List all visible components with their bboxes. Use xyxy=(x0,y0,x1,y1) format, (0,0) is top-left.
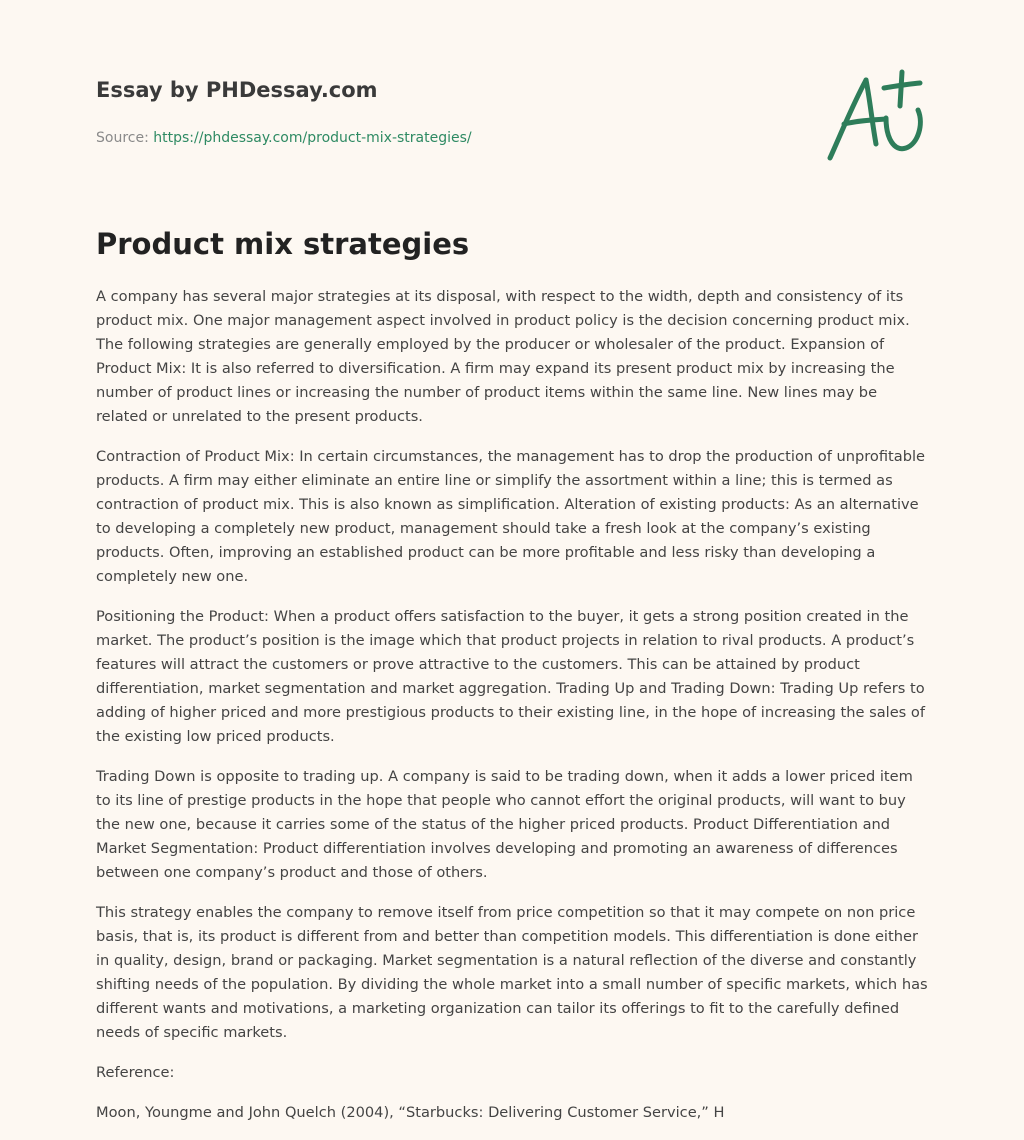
source-line xyxy=(96,129,796,147)
reference-entry: Moon, Youngme and John Quelch (2004), “Starbucks: Delivering Customer Service,” H xyxy=(96,1104,725,1121)
site-brand: Essay by PHDessay.com xyxy=(96,78,378,102)
paragraph: Contraction of Product Mix: In certain circumstances, the management has to drop the production of unprofitable products. A firm may either eliminate an entire line or simplify the assortment within a line; this is termed as contraction of product mix. This is also known as simplification. Alteration of existing products: As an alternative to developing a completely new product, management should take a fresh look at the company’s existing products. Often, improving an established product can be more profitable and less risky than developing a completely new one. xyxy=(96,448,925,585)
paragraph: Positioning the Product: When a product offers satisfaction to the buyer, it gets a strong position created in the market. The product’s position is the image which that product projects in relation to rival products. A product’s features will attract the customers or prove attractive to the customers. This can be attained by product differentiation, market segmentation and market aggregation. Trading Up and Trading Down: Trading Up refers to adding of higher priced and more prestigious products to their existing line, in the hope of increasing the sales of the existing low priced products. xyxy=(96,608,925,745)
source-link[interactable]: https://phdessay.com/product-mix-strategies/ xyxy=(153,130,472,146)
article-body xyxy=(96,285,932,1140)
page-header xyxy=(96,76,796,147)
source-label: Source: xyxy=(96,130,149,146)
paragraph: This strategy enables the company to remove itself from price competition so that it may compete on non price basis, that is, its product is different from and better than competition models. This differentiation is done either in quality, design, brand or packaging. Market segmentation is a natural reflection of the diverse and constantly shifting needs of the population. By dividing the whole market into a small number of specific markets, which has different wants and motivations, a marketing organization can tailor its offerings to fit to the carefully defined needs of specific markets. xyxy=(96,904,928,1041)
paragraph: A company has several major strategies at its disposal, with respect to the width, depth and consistency of its product mix. One major management aspect involved in product policy is the decision concerning product mix. The following strategies are generally employed by the producer or wholesaler of the product. Expansion of Product Mix: It is also referred to diversification. A firm may expand its present product mix by increasing the number of product lines or increasing the number of product items within the same line. New lines may be related or unrelated to the present products. xyxy=(96,288,910,425)
a-plus-grade-icon xyxy=(820,66,932,166)
reference-heading: Reference: xyxy=(96,1064,175,1081)
paragraph: Trading Down is opposite to trading up. A company is said to be trading down, when it adds a lower priced item to its line of prestige products in the hope that people who cannot effort the original products, will want to buy the new one, because it carries some of the status of the higher priced products. Product Differentiation and Market Segmentation: Product differentiation involves developing and promoting an awareness of differences between one company’s product and those of others. xyxy=(96,768,913,881)
article-title: Product mix strategies xyxy=(96,227,470,261)
